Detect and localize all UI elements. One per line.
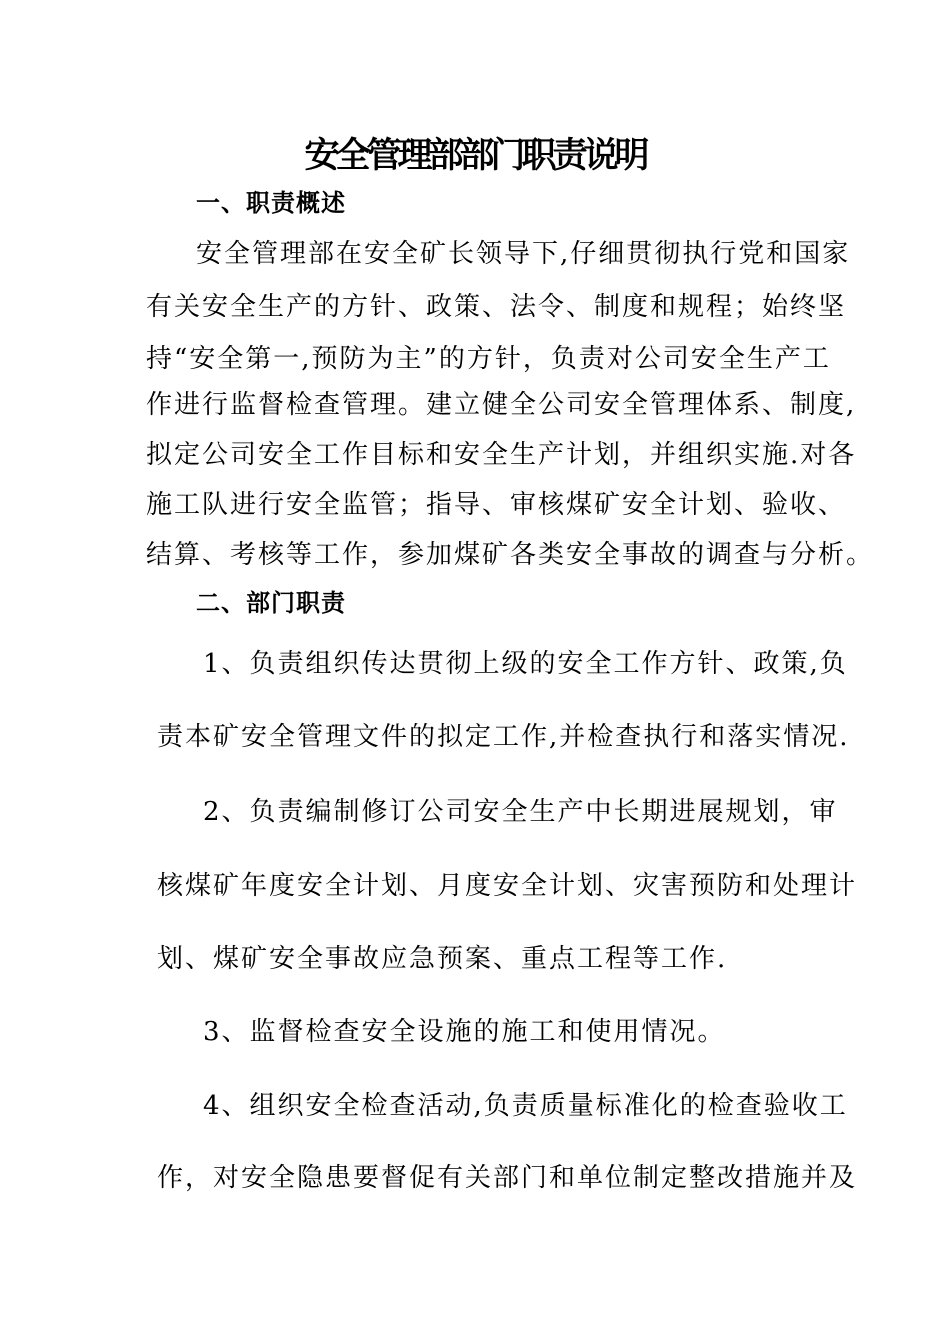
section-1-line: 结算、考核等工作，参加煤矿各类安全事故的调查与分析。 [146, 540, 875, 570]
section-1-line: 作进行监督检查管理。建立健全公司安全管理体系、制度, [146, 390, 857, 420]
section-1-line: 安全管理部在安全矿长领导下,仔细贯彻执行党和国家 [196, 239, 851, 269]
duty-item-line: 1、负责组织传达贯彻上级的安全工作方针、政策,负 [203, 649, 848, 679]
section-1-line: 有关安全生产的方针、政策、法令、制度和规程；始终坚 [146, 292, 847, 322]
duty-item-line: 核煤矿年度安全计划、月度安全计划、灾害预防和处理计 [157, 871, 858, 901]
page-title: 安全管理部部门职责说明 [304, 135, 646, 176]
section-1-line: 拟定公司安全工作目标和安全生产计划，并组织实施.对各 [146, 440, 857, 470]
duty-item-line: 4、组织安全检查活动,负责质量标准化的检查验收工 [203, 1091, 848, 1121]
duty-item-line: 2、负责编制修订公司安全生产中长期进展规划，审 [203, 797, 838, 827]
section-2-heading: 二、部门职责 [196, 588, 346, 617]
section-1-line: 持“安全第一,预防为主”的方针，负责对公司安全生产工 [146, 344, 831, 374]
section-1-line: 施工队进行安全监管；指导、审核煤矿安全计划、验收、 [146, 490, 847, 520]
duty-item-line: 划、煤矿安全事故应急预案、重点工程等工作. [157, 944, 728, 974]
section-1-heading: 一、职责概述 [196, 188, 346, 217]
duty-item-line: 责本矿安全管理文件的拟定工作,并检查执行和落实情况. [157, 722, 850, 752]
duty-item-line: 作，对安全隐患要督促有关部门和单位制定整改措施并及 [157, 1163, 858, 1193]
duty-item-line: 3、监督检查安全设施的施工和使用情况。 [203, 1017, 726, 1047]
